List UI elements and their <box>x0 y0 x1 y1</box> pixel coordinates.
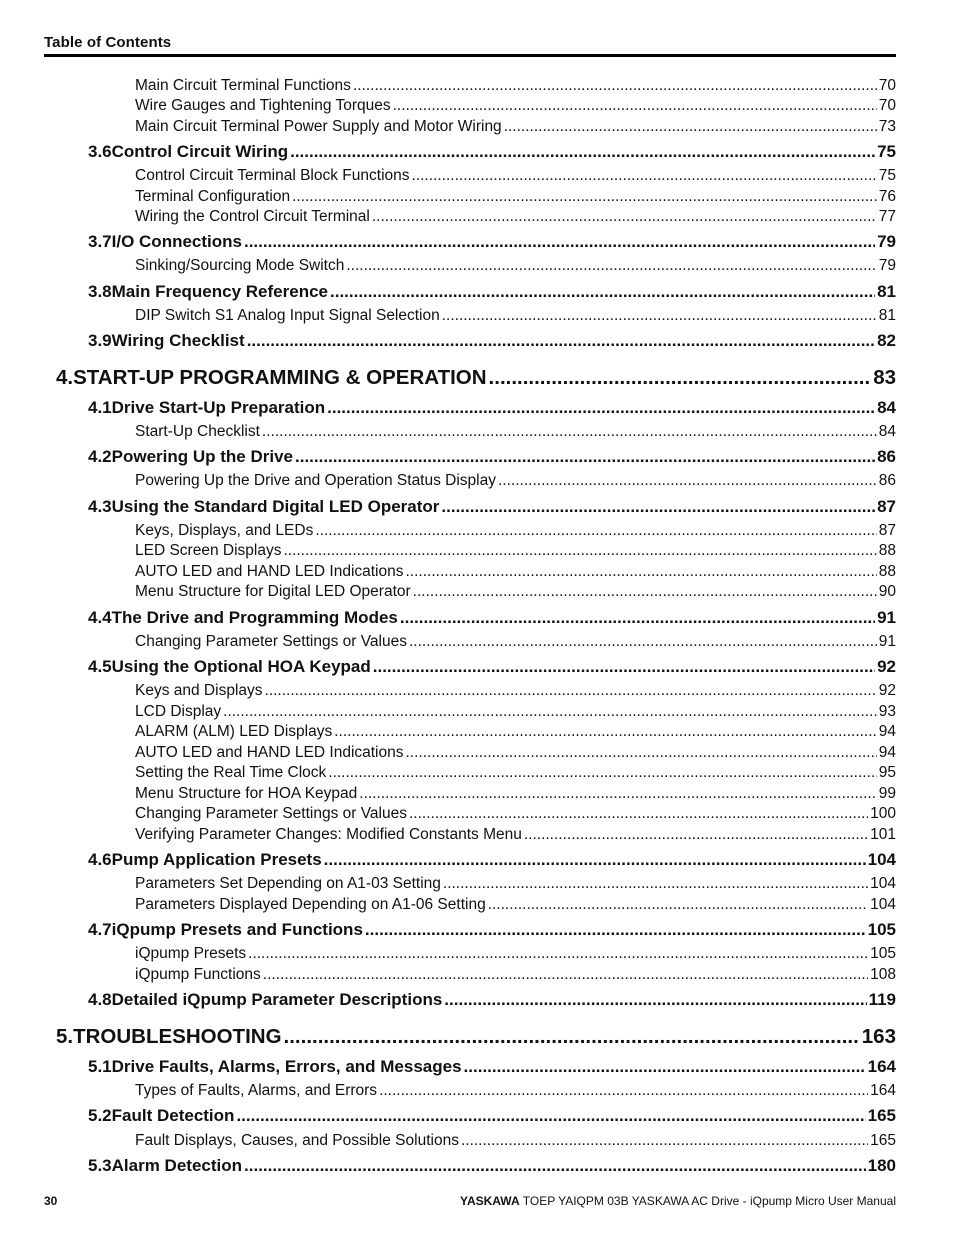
toc-subsection-entry[interactable] <box>135 1132 896 1152</box>
toc-entry-title: Powering Up the Drive <box>111 447 294 466</box>
toc-section-entry[interactable] <box>88 990 896 1012</box>
toc-dot-leader <box>248 945 868 963</box>
toc-entry-number: 5.1 <box>88 1057 112 1076</box>
toc-dot-leader <box>330 282 875 302</box>
toc-entry-number: 4.5 <box>88 657 112 676</box>
toc-entry-page: 94 <box>878 744 896 761</box>
toc-subsection-entry[interactable] <box>135 307 896 327</box>
toc-dot-leader <box>444 990 866 1010</box>
toc-subsection-entry[interactable] <box>135 682 896 702</box>
toc-subsection-entry[interactable] <box>135 875 896 895</box>
toc-entry-page: 84 <box>877 398 896 417</box>
toc-dot-leader <box>292 188 877 206</box>
toc-section-entry[interactable] <box>88 142 896 164</box>
toc-entry-number: 3.8 <box>88 282 112 301</box>
toc-entry-title: Terminal Configuration <box>135 188 291 205</box>
toc-entry-page: 165 <box>870 1132 896 1149</box>
toc-subsection-entry[interactable] <box>135 826 896 846</box>
toc-entry-page: 75 <box>877 142 896 161</box>
toc-subsection-entry[interactable] <box>135 77 896 97</box>
toc-dot-leader <box>406 744 877 762</box>
toc-entry-title: LCD Display <box>135 703 222 720</box>
toc-section-entry[interactable] <box>88 331 896 353</box>
toc-entry-title: iQpump Functions <box>135 966 261 983</box>
toc-entry-number: 4.3 <box>88 497 112 516</box>
toc-entry-title: Parameters Displayed Depending on A1-06 Setting <box>135 896 486 913</box>
toc-section-entry[interactable] <box>88 232 896 254</box>
toc-entry-title: Sinking/Sourcing Mode Switch <box>135 257 345 274</box>
toc-section-entry[interactable] <box>88 850 896 872</box>
toc-entry-page: 104 <box>870 896 896 913</box>
toc-entry-title: Menu Structure for Digital LED Operator <box>135 583 411 600</box>
toc-entry-page: 119 <box>868 990 896 1009</box>
toc-dot-leader <box>265 682 877 700</box>
toc-entry-page: 87 <box>878 522 896 539</box>
toc-dot-leader <box>334 723 877 741</box>
toc-subsection-entry[interactable] <box>135 764 896 784</box>
toc-dot-leader <box>393 97 877 115</box>
toc-section-entry[interactable] <box>88 657 896 679</box>
toc-entry-title: DIP Switch S1 Analog Input Signal Selection <box>135 307 440 324</box>
toc-entry-page: 81 <box>878 307 896 324</box>
toc-dot-leader <box>244 1156 866 1176</box>
toc-entry-page: 84 <box>878 423 896 440</box>
toc-entry-page: 81 <box>877 282 896 301</box>
toc-subsection-entry[interactable] <box>135 744 896 764</box>
toc-entry-page: 108 <box>870 966 896 983</box>
toc-dot-leader <box>283 542 876 560</box>
toc-entry-title: Drive Faults, Alarms, Errors, and Messages <box>111 1057 462 1076</box>
toc-entry-page: 77 <box>878 208 896 225</box>
toc-entry-title: Pump Application Presets <box>111 850 322 869</box>
toc-dot-leader <box>406 563 877 581</box>
toc-entry-page: 75 <box>878 167 896 184</box>
toc-section-entry[interactable] <box>88 1057 896 1079</box>
toc-subsection-entry[interactable] <box>135 583 896 603</box>
toc-entry-page: 99 <box>878 785 896 802</box>
toc-header-title: Table of Contents <box>44 34 172 51</box>
toc-subsection-entry[interactable] <box>135 257 896 277</box>
toc-entry-title: Setting the Real Time Clock <box>135 764 327 781</box>
toc-dot-leader <box>247 331 875 351</box>
toc-entry-page: 101 <box>870 826 896 843</box>
toc-dot-leader <box>524 826 868 844</box>
toc-entry-number: 4.6 <box>88 850 112 869</box>
toc-entry-page: 86 <box>877 447 896 466</box>
toc-entry-title: Menu Structure for HOA Keypad <box>135 785 358 802</box>
toc-entry-number: 4. <box>56 366 74 389</box>
toc-entry-title: Using the Standard Digital LED Operator <box>111 497 440 516</box>
toc-entry-title: Control Circuit Wiring <box>111 142 289 161</box>
toc-section-entry[interactable] <box>88 920 896 942</box>
toc-entry-title: I/O Connections <box>111 232 242 251</box>
toc-dot-leader <box>442 307 877 325</box>
toc-entry-title: Control Circuit Terminal Block Functions <box>135 167 410 184</box>
toc-entry-page: 104 <box>867 850 896 869</box>
toc-entry-page: 79 <box>878 257 896 274</box>
toc-dot-leader <box>504 118 877 136</box>
toc-subsection-entry[interactable] <box>135 542 896 562</box>
toc-section-entry[interactable] <box>88 497 896 519</box>
toc-section-entry[interactable] <box>88 398 896 420</box>
toc-entry-number: 5.2 <box>88 1106 112 1125</box>
toc-entry-title: Main Circuit Terminal Functions <box>135 77 351 94</box>
toc-entry-title: LED Screen Displays <box>135 542 282 559</box>
toc-subsection-entry[interactable] <box>135 723 896 743</box>
toc-subsection-entry[interactable] <box>135 118 896 138</box>
toc-entry-number: 4.2 <box>88 447 112 466</box>
toc-entry-page: 86 <box>878 472 896 489</box>
header-divider <box>44 54 896 57</box>
toc-dot-leader <box>359 785 876 803</box>
toc-dot-leader <box>244 232 875 252</box>
toc-entry-title: Main Frequency Reference <box>111 282 328 301</box>
toc-entry-number: 4.4 <box>88 608 112 627</box>
toc-chapter-entry[interactable] <box>56 1025 896 1051</box>
toc-entry-page: 83 <box>873 366 896 389</box>
toc-dot-leader <box>365 920 866 940</box>
toc-entry-title: Wire Gauges and Tightening Torques <box>135 97 391 114</box>
toc-entry-title: Keys, Displays, and LEDs <box>135 522 314 539</box>
toc-dot-leader <box>461 1132 868 1150</box>
toc-subsection-entry[interactable] <box>135 167 896 187</box>
toc-subsection-entry[interactable] <box>135 472 896 492</box>
toc-entry-page: 79 <box>877 232 896 251</box>
toc-entry-number: 4.7 <box>88 920 112 939</box>
toc-entry-page: 92 <box>878 682 896 699</box>
toc-section-entry[interactable] <box>88 608 896 630</box>
toc-subsection-entry[interactable] <box>135 896 896 916</box>
toc-entry-title: TROUBLESHOOTING <box>73 1025 282 1048</box>
toc-dot-leader <box>262 423 877 441</box>
toc-entry-page: 164 <box>867 1057 896 1076</box>
toc-entry-page: 88 <box>878 563 896 580</box>
toc-entry-title: Using the Optional HOA Keypad <box>111 657 371 676</box>
toc-entry-title: Wiring the Control Circuit Terminal <box>135 208 370 225</box>
toc-entry-page: 82 <box>877 331 896 350</box>
toc-dot-leader <box>328 764 876 782</box>
toc-entry-title: START-UP PROGRAMMING & OPERATION <box>73 366 487 389</box>
toc-dot-leader <box>295 447 875 467</box>
toc-entry-page: 92 <box>877 657 896 676</box>
toc-entry-title: Parameters Set Depending on A1-03 Setting <box>135 875 441 892</box>
toc-entry-number: 5.3 <box>88 1156 112 1175</box>
toc-entry-page: 95 <box>878 764 896 781</box>
toc-subsection-entry[interactable] <box>135 785 896 805</box>
toc-dot-leader <box>409 633 877 651</box>
toc-subsection-entry[interactable] <box>135 423 896 443</box>
toc-section-entry[interactable] <box>88 282 896 304</box>
toc-entry-title: Detailed iQpump Parameter Descriptions <box>111 990 443 1009</box>
toc-entry-page: 105 <box>867 920 896 939</box>
footer-brand: YASKAWA <box>460 1194 520 1208</box>
toc-entry-title: Changing Parameter Settings or Values <box>135 805 407 822</box>
toc-entry-title: AUTO LED and HAND LED Indications <box>135 744 404 761</box>
toc-entry-number: 5. <box>56 1025 74 1048</box>
toc-entry-page: 94 <box>878 723 896 740</box>
toc-subsection-entry[interactable] <box>135 208 896 228</box>
toc-entry-page: 76 <box>878 188 896 205</box>
toc-entry-title: The Drive and Programming Modes <box>111 608 398 627</box>
toc-dot-leader <box>263 966 868 984</box>
toc-entry-title: AUTO LED and HAND LED Indications <box>135 563 404 580</box>
toc-subsection-entry[interactable] <box>135 805 896 825</box>
toc-entry-title: Powering Up the Drive and Operation Status Display <box>135 472 496 489</box>
toc-entry-title: iQpump Presets <box>135 945 247 962</box>
toc-entry-page: 73 <box>878 118 896 135</box>
toc-dot-leader <box>488 896 868 914</box>
toc-dot-leader <box>327 398 875 418</box>
toc-entry-page: 70 <box>878 97 896 114</box>
toc-entry-number: 3.9 <box>88 331 112 350</box>
toc-entry-title: Changing Parameter Settings or Values <box>135 633 407 650</box>
toc-dot-leader <box>412 167 877 185</box>
toc-subsection-entry[interactable] <box>135 966 896 986</box>
toc-entry-title: iQpump Presets and Functions <box>111 920 363 939</box>
toc-subsection-entry[interactable] <box>135 563 896 583</box>
toc-dot-leader <box>373 657 875 677</box>
toc-subsection-entry[interactable] <box>135 633 896 653</box>
toc-entry-page: 163 <box>861 1025 896 1048</box>
toc-subsection-entry[interactable] <box>135 945 896 965</box>
toc-dot-leader <box>409 805 868 823</box>
toc-entry-page: 93 <box>878 703 896 720</box>
toc-dot-leader <box>315 522 876 540</box>
footer-doc-info <box>460 1194 896 1208</box>
toc-subsection-entry[interactable] <box>135 188 896 208</box>
toc-section-entry[interactable] <box>88 447 896 469</box>
toc-entry-number: 4.1 <box>88 398 112 417</box>
toc-dot-leader <box>464 1057 866 1077</box>
toc-entry-page: 100 <box>870 805 896 822</box>
toc-entry-page: 180 <box>867 1156 896 1175</box>
toc-entry-page: 105 <box>870 945 896 962</box>
footer-page-number: 30 <box>44 1194 58 1208</box>
toc-dot-leader <box>223 703 877 721</box>
toc-entry-number: 3.7 <box>88 232 112 251</box>
toc-dot-leader <box>353 77 877 95</box>
toc-entry-page: 164 <box>870 1082 896 1099</box>
toc-entry-title: Wiring Checklist <box>111 331 245 350</box>
toc-entry-title: Main Circuit Terminal Power Supply and Motor Wiring <box>135 118 502 135</box>
toc-entry-title: Types of Faults, Alarms, and Errors <box>135 1082 378 1099</box>
toc-dot-leader <box>236 1106 865 1126</box>
toc-dot-leader <box>290 142 875 162</box>
toc-dot-leader <box>441 497 875 517</box>
toc-section-entry[interactable] <box>88 1156 896 1178</box>
toc-dot-leader <box>489 366 872 390</box>
toc-entry-title: Drive Start-Up Preparation <box>111 398 326 417</box>
toc-dot-leader <box>372 208 877 226</box>
toc-entry-number: 3.6 <box>88 142 112 161</box>
toc-dot-leader <box>379 1082 868 1100</box>
toc-subsection-entry[interactable] <box>135 703 896 723</box>
toc-subsection-entry[interactable] <box>135 522 896 542</box>
toc-dot-leader <box>324 850 866 870</box>
toc-entry-title: Alarm Detection <box>111 1156 243 1175</box>
toc-dot-leader <box>346 257 876 275</box>
toc-entry-page: 90 <box>878 583 896 600</box>
toc-entry-title: ALARM (ALM) LED Displays <box>135 723 333 740</box>
toc-dot-leader <box>400 608 875 628</box>
toc-subsection-entry[interactable] <box>135 1082 896 1102</box>
toc-entry-page: 88 <box>878 542 896 559</box>
toc-entry-page: 165 <box>867 1106 896 1125</box>
toc-entry-title: Verifying Parameter Changes: Modified Constants Menu <box>135 826 522 843</box>
toc-dot-leader <box>284 1025 860 1049</box>
toc-dot-leader <box>443 875 868 893</box>
toc-entry-title: Fault Detection <box>111 1106 235 1125</box>
toc-subsection-entry[interactable] <box>135 97 896 117</box>
toc-dot-leader <box>413 583 877 601</box>
toc-dot-leader <box>498 472 877 490</box>
toc-entry-title: Start-Up Checklist <box>135 423 260 440</box>
toc-entry-page: 104 <box>870 875 896 892</box>
toc-entry-page: 87 <box>877 497 896 516</box>
toc-entry-page: 91 <box>878 633 896 650</box>
toc-chapter-entry[interactable] <box>56 366 896 392</box>
toc-entry-title: Fault Displays, Causes, and Possible Solutions <box>135 1132 459 1149</box>
footer-doc-title: TOEP YAIQPM 03B YASKAWA AC Drive - iQpump Micro User Manual <box>522 1194 896 1208</box>
toc-section-entry[interactable] <box>88 1106 896 1128</box>
toc-entry-page: 91 <box>877 608 896 627</box>
toc-entry-title: Keys and Displays <box>135 682 263 699</box>
toc-entry-number: 4.8 <box>88 990 112 1009</box>
toc-entry-page: 70 <box>878 77 896 94</box>
